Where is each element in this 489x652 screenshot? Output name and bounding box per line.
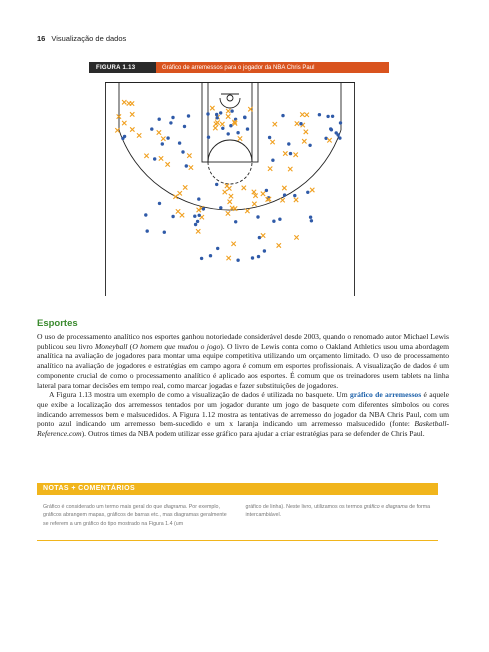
made-shot-dot bbox=[197, 197, 200, 200]
shot-markers bbox=[115, 100, 342, 262]
made-shot-dot bbox=[263, 249, 266, 252]
missed-shot-x bbox=[231, 242, 235, 246]
section-title: Esportes bbox=[37, 318, 78, 329]
missed-shot-x bbox=[176, 209, 180, 213]
missed-shot-x bbox=[226, 256, 230, 260]
missed-shot-x bbox=[144, 154, 148, 158]
made-shot-dot bbox=[227, 132, 230, 135]
made-shot-dot bbox=[265, 189, 268, 192]
made-shot-dot bbox=[171, 215, 174, 218]
italic-term: Basketball-Reference.com bbox=[37, 419, 449, 439]
highlighted-term: gráfico de arremessos bbox=[350, 390, 422, 400]
made-shot-dot bbox=[338, 136, 341, 139]
missed-shot-x bbox=[300, 112, 304, 116]
missed-shot-x bbox=[288, 167, 292, 171]
made-shot-dot bbox=[144, 213, 147, 216]
made-shot-dot bbox=[163, 231, 166, 234]
made-shot-dot bbox=[268, 136, 271, 139]
made-shot-dot bbox=[293, 194, 296, 197]
made-shot-dot bbox=[183, 125, 186, 128]
made-shot-dot bbox=[287, 142, 290, 145]
made-shot-dot bbox=[169, 121, 172, 124]
missed-shot-x bbox=[252, 202, 256, 206]
made-shot-dot bbox=[187, 114, 190, 117]
made-shot-dot bbox=[306, 191, 309, 194]
missed-shot-x bbox=[173, 195, 177, 199]
text-run: . Por exemplo, gráficos abrangem mapas, gráficos de barras etc., mas diagramas geralmente se referem a um gráfico do tipo mostrado na Figura 1.4 (um bbox=[43, 504, 227, 527]
missed-shot-x bbox=[294, 235, 298, 239]
restricted-area bbox=[220, 98, 240, 108]
missed-shot-x bbox=[226, 109, 230, 113]
made-shot-dot bbox=[196, 220, 199, 223]
made-shot-dot bbox=[299, 122, 302, 125]
italic-term: diagrama bbox=[163, 504, 186, 510]
made-shot-dot bbox=[166, 136, 169, 139]
missed-shot-x bbox=[213, 126, 217, 130]
made-shot-dot bbox=[236, 131, 239, 134]
missed-shot-x bbox=[293, 153, 297, 157]
missed-shot-x bbox=[310, 188, 314, 192]
made-shot-dot bbox=[309, 216, 312, 219]
missed-shot-x bbox=[261, 192, 265, 196]
notes-box bbox=[37, 483, 438, 541]
made-shot-dot bbox=[272, 220, 275, 223]
missed-shot-x bbox=[226, 211, 230, 215]
made-shot-dot bbox=[215, 113, 218, 116]
missed-shot-x bbox=[157, 130, 161, 134]
missed-shot-x bbox=[327, 138, 331, 142]
missed-shot-x bbox=[228, 200, 232, 204]
made-shot-dot bbox=[271, 159, 274, 162]
missed-shot-x bbox=[305, 113, 309, 117]
missed-shot-x bbox=[268, 166, 272, 170]
missed-shot-x bbox=[282, 186, 286, 190]
missed-shot-x bbox=[189, 165, 193, 169]
made-shot-dot bbox=[256, 215, 259, 218]
made-shot-dot bbox=[216, 247, 219, 250]
text-run: O uso de processamento analítico nos esportes ganhou notoriedade considerável desde 2003, quando o renomado autor Michael Lewis publicou seu livro bbox=[37, 332, 449, 351]
made-shot-dot bbox=[216, 116, 219, 119]
running-header bbox=[37, 34, 126, 43]
missed-shot-x bbox=[270, 140, 274, 144]
made-shot-dot bbox=[158, 202, 161, 205]
missed-shot-x bbox=[161, 137, 165, 141]
shot-chart bbox=[105, 82, 355, 296]
made-shot-dot bbox=[198, 214, 201, 217]
missed-shot-x bbox=[238, 136, 242, 140]
missed-shot-x bbox=[137, 133, 141, 137]
free-throw-circle-top bbox=[208, 140, 252, 162]
notes-rule bbox=[37, 540, 438, 541]
made-shot-dot bbox=[185, 164, 188, 167]
made-shot-dot bbox=[209, 254, 212, 257]
text-run: A Figura 1.13 mostra um exemplo de como a visualização de dados é utilizada no basquete. Um bbox=[49, 390, 351, 400]
italic-term: gráfico bbox=[363, 504, 380, 510]
made-shot-dot bbox=[178, 141, 181, 144]
italic-term: diagrama bbox=[385, 504, 408, 510]
missed-shot-x bbox=[273, 122, 277, 126]
missed-shot-x bbox=[220, 122, 224, 126]
made-shot-dot bbox=[181, 150, 184, 153]
made-shot-dot bbox=[229, 124, 232, 127]
made-shot-dot bbox=[234, 220, 237, 223]
made-shot-dot bbox=[161, 142, 164, 145]
made-shot-dot bbox=[336, 133, 339, 136]
made-shot-dot bbox=[318, 113, 321, 116]
made-shot-dot bbox=[331, 115, 334, 118]
made-shot-dot bbox=[171, 116, 174, 119]
italic-term: O homem que mudou o jogo bbox=[132, 341, 221, 351]
made-shot-dot bbox=[215, 183, 218, 186]
missed-shot-x bbox=[214, 122, 218, 126]
missed-shot-x bbox=[242, 186, 246, 190]
missed-shot-x bbox=[261, 233, 265, 237]
paragraph bbox=[37, 390, 449, 439]
made-shot-dot bbox=[194, 223, 197, 226]
figure-label: FIGURA 1.13 bbox=[89, 62, 156, 73]
made-shot-dot bbox=[251, 256, 254, 259]
free-throw-circle-bottom bbox=[208, 162, 252, 184]
running-title: Visualização de dados bbox=[51, 34, 127, 43]
missed-shot-x bbox=[122, 121, 126, 125]
missed-shot-x bbox=[178, 191, 182, 195]
figure-caption: Gráfico de arremessos para o jogador da NBA Chris Paul bbox=[156, 62, 389, 73]
missed-shot-x bbox=[187, 153, 191, 157]
text-run: gráfico de linha). Neste livro, utilizamos os termos bbox=[245, 504, 364, 510]
made-shot-dot bbox=[158, 118, 161, 121]
missed-shot-x bbox=[210, 106, 214, 110]
missed-shot-x bbox=[180, 213, 184, 217]
text-run: e bbox=[379, 504, 386, 510]
hoop bbox=[227, 95, 233, 101]
made-shot-dot bbox=[278, 218, 281, 221]
missed-shot-x bbox=[159, 156, 163, 160]
paragraph bbox=[37, 332, 449, 390]
missed-shot-x bbox=[280, 198, 284, 202]
made-shot-dot bbox=[308, 144, 311, 147]
made-shot-dot bbox=[257, 255, 260, 258]
figure-caption-bar bbox=[89, 62, 389, 73]
made-shot-dot bbox=[236, 259, 239, 262]
made-shot-dot bbox=[283, 193, 286, 196]
made-shot-dot bbox=[202, 207, 205, 210]
missed-shot-x bbox=[245, 209, 249, 213]
made-shot-dot bbox=[207, 136, 210, 139]
made-shot-dot bbox=[150, 127, 153, 130]
missed-shot-x bbox=[226, 114, 230, 118]
text-run: ( bbox=[127, 341, 133, 351]
made-shot-dot bbox=[289, 152, 292, 155]
made-shot-dot bbox=[329, 127, 332, 130]
missed-shot-x bbox=[130, 127, 134, 131]
missed-shot-x bbox=[165, 162, 169, 166]
notes-column bbox=[246, 503, 433, 528]
made-shot-dot bbox=[339, 121, 342, 124]
made-shot-dot bbox=[219, 111, 222, 114]
three-point-arc bbox=[119, 130, 341, 210]
missed-shot-x bbox=[277, 243, 281, 247]
made-shot-dot bbox=[153, 157, 156, 160]
made-shot-dot bbox=[243, 116, 246, 119]
made-shot-dot bbox=[221, 127, 224, 130]
missed-shot-x bbox=[227, 186, 231, 190]
missed-shot-x bbox=[283, 151, 287, 155]
text-run: é aquele que exibe a localização dos arremessos tentados por um jogador durante um jogo de basquete com diferentes símbolos ou cores indicando arremessos bem e malsucedidos. A Figura 1.12 mostra as tentativas de arremesso do jogador da NBA Chris Paul, com um ponto azul indicando um arremesso bem-sucedido e um x laranja indicando um arremesso malsucedido (fonte: bbox=[37, 390, 450, 429]
missed-shot-x bbox=[223, 190, 227, 194]
made-shot-dot bbox=[310, 219, 313, 222]
notes-column bbox=[43, 503, 230, 528]
missed-shot-x bbox=[304, 130, 308, 134]
text-run: Gráfico é considerado um termo mais geral do que bbox=[43, 504, 164, 510]
made-shot-dot bbox=[200, 257, 203, 260]
text-run: ). O livro de Lewis conta como o Oakland Athletics usou uma abordagem analítica na avaliação de jogadores para montar uma equipe competitiva utilizando um orçamento limitado. O uso de processamento analítico na avaliação de jogadores e estratégias em campo agora é comum em esportes profissionais. A visualização de dados é um componente crucial de como o processamento analítico é aplicado aos esportes. É comum que os treinadores usem tablets na linha lateral para tomar decisões em tempo real, como marcar jogadas e fazer substituições de jogadores. bbox=[37, 341, 450, 390]
body-text bbox=[37, 332, 449, 439]
made-shot-dot bbox=[230, 109, 233, 112]
missed-shot-x bbox=[130, 112, 134, 116]
missed-shot-x bbox=[183, 185, 187, 189]
made-shot-dot bbox=[206, 112, 209, 115]
text-run: ). Outros times da NBA podem utilizar esse gráfico para ajudar a criar estratégias para se defender de Chris Paul. bbox=[81, 429, 425, 439]
missed-shot-x bbox=[229, 194, 233, 198]
italic-term: Moneyball bbox=[94, 341, 128, 351]
notes-title: NOTAS + COMENTÁRIOS bbox=[37, 483, 438, 495]
made-shot-dot bbox=[326, 115, 329, 118]
made-shot-dot bbox=[123, 135, 126, 138]
made-shot-dot bbox=[219, 206, 222, 209]
missed-shot-x bbox=[294, 198, 298, 202]
missed-shot-x bbox=[122, 100, 126, 104]
made-shot-dot bbox=[146, 229, 149, 232]
made-shot-dot bbox=[246, 127, 249, 130]
missed-shot-x bbox=[295, 121, 299, 125]
made-shot-dot bbox=[193, 215, 196, 218]
missed-shot-x bbox=[302, 139, 306, 143]
missed-shot-x bbox=[130, 101, 134, 105]
missed-shot-x bbox=[196, 229, 200, 233]
made-shot-dot bbox=[258, 236, 261, 239]
text-run: de forma intercambiável. bbox=[245, 504, 431, 519]
page-number: 16 bbox=[37, 34, 46, 43]
made-shot-dot bbox=[281, 114, 284, 117]
